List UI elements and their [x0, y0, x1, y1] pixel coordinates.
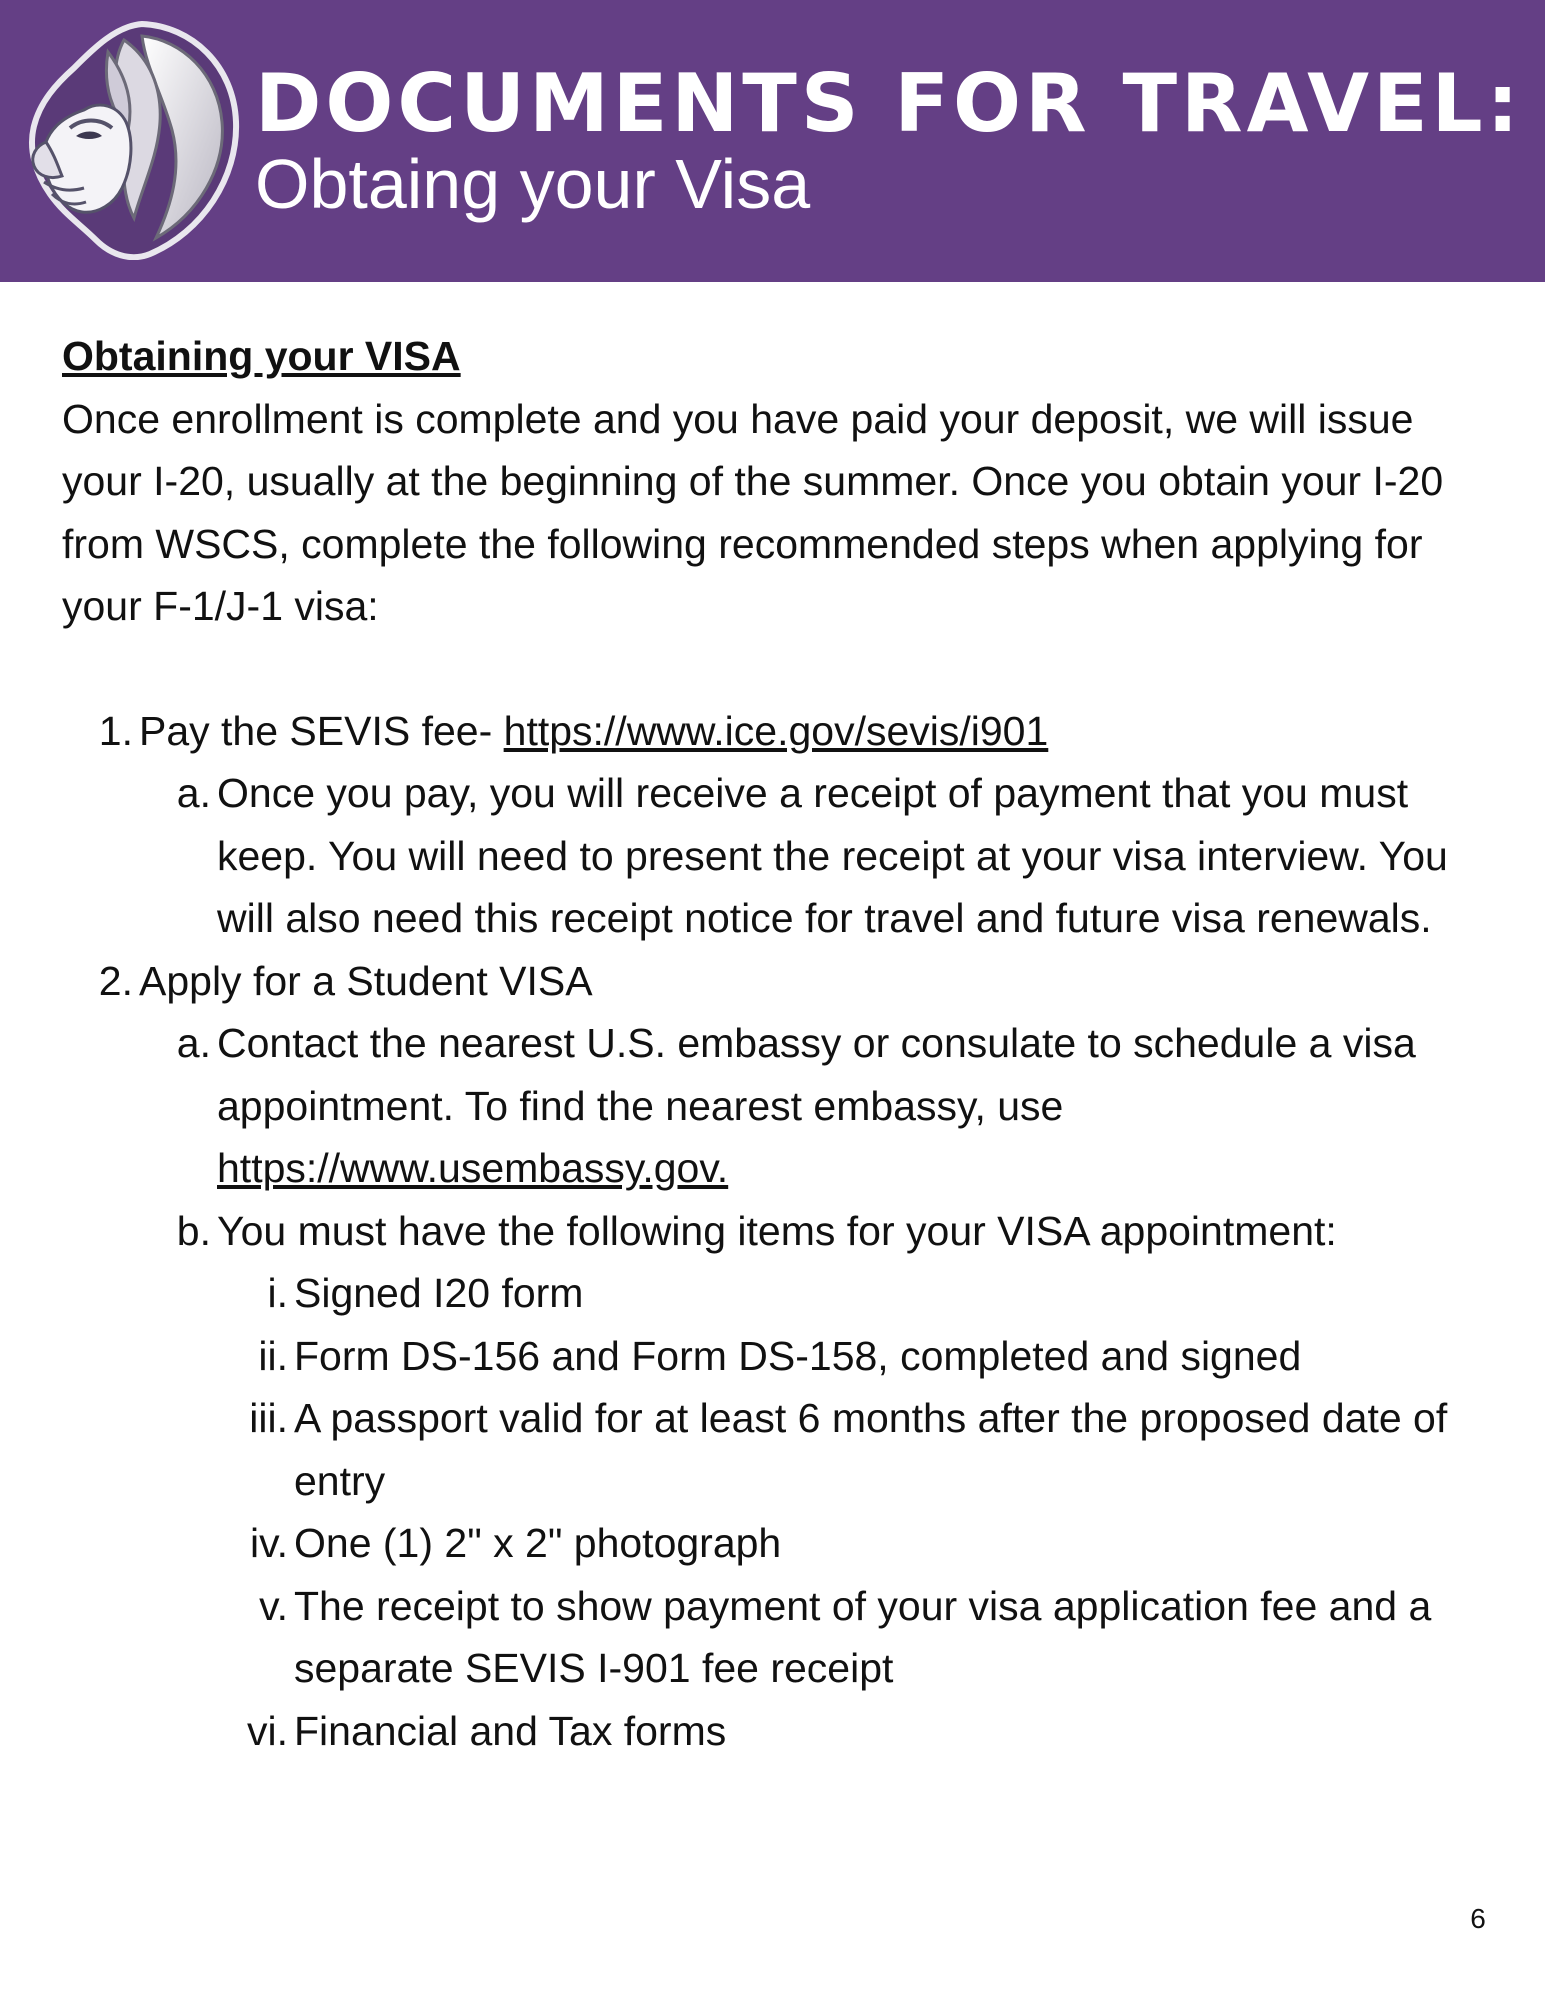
list-marker: iv.: [250, 1520, 288, 1566]
list-item-requirement: [62, 1262, 1482, 1325]
list-item-step-2a: [62, 1012, 1482, 1200]
list-marker: a.: [176, 1020, 211, 1066]
list-marker: ii.: [258, 1332, 288, 1379]
list-marker: 1.: [98, 707, 133, 754]
sevis-fee-link[interactable]: https://www.ice.gov/sevis/i901: [503, 707, 1049, 754]
header-subtitle: Obtaing your Visa: [255, 145, 811, 223]
lion-head-icon: [22, 18, 244, 260]
requirement-text: Form DS-156 and Form DS-158, completed and signed: [294, 1332, 1302, 1379]
step-1-label: Pay the SEVIS fee-: [139, 707, 504, 754]
step-2-label: Apply for a Student VISA: [139, 957, 593, 1004]
requirement-text: Signed I20 form: [294, 1270, 584, 1316]
list-item-requirement: [62, 1387, 1482, 1512]
list-marker: vi.: [247, 1707, 288, 1754]
list-item-step-1a: [62, 762, 1482, 950]
step-2a-text: Contact the nearest U.S. embassy or consulate to schedule a visa appointment. To find the nearest embassy, use: [217, 1020, 1416, 1129]
requirement-text: One (1) 2" x 2" photograph: [294, 1520, 782, 1566]
list-marker: a.: [176, 770, 211, 816]
requirement-text: The receipt to show payment of your visa application fee and a separate SEVIS I-901 fee receipt: [294, 1582, 1432, 1691]
list-marker: b.: [176, 1207, 211, 1254]
requirement-text: A passport valid for at least 6 months after the proposed date of entry: [294, 1395, 1448, 1504]
list-marker: i.: [267, 1270, 288, 1316]
header-banner: [0, 0, 1545, 282]
step-1a-text: Once you pay, you will receive a receipt of payment that you must keep. You will need to present the receipt at your visa interview. You will also need this receipt notice for travel and future visa renewals.: [217, 770, 1448, 941]
intro-paragraph: Once enrollment is complete and you have paid your deposit, we will issue your I-20, usually at the beginning of the summer. Once you obtain your I-20 from WSCS, complete the following recommended steps when applying for your F-1/J-1 visa:: [62, 395, 1444, 629]
header-title: DOCUMENTS FOR TRAVEL:: [255, 57, 1523, 150]
list-item-requirement: [62, 1700, 1482, 1763]
list-marker: 2.: [98, 957, 133, 1004]
list-item-requirement: [62, 1325, 1482, 1388]
usembassy-link[interactable]: https://www.usembassy.gov.: [217, 1145, 729, 1191]
list-marker: iii.: [249, 1395, 288, 1441]
list-marker: v.: [259, 1582, 288, 1629]
list-item-step-1: [62, 700, 1482, 763]
list-item-requirement: [62, 1575, 1482, 1700]
page-number: 6: [1470, 1903, 1486, 1934]
requirement-text: Financial and Tax forms: [294, 1707, 727, 1754]
document-body: [62, 325, 1482, 1762]
section-heading: Obtaining your VISA: [62, 333, 461, 379]
list-item-step-2b: [62, 1200, 1482, 1263]
list-item-step-2: [62, 950, 1482, 1013]
step-2b-text: You must have the following items for your VISA appointment:: [217, 1207, 1337, 1254]
list-item-requirement: [62, 1512, 1482, 1575]
